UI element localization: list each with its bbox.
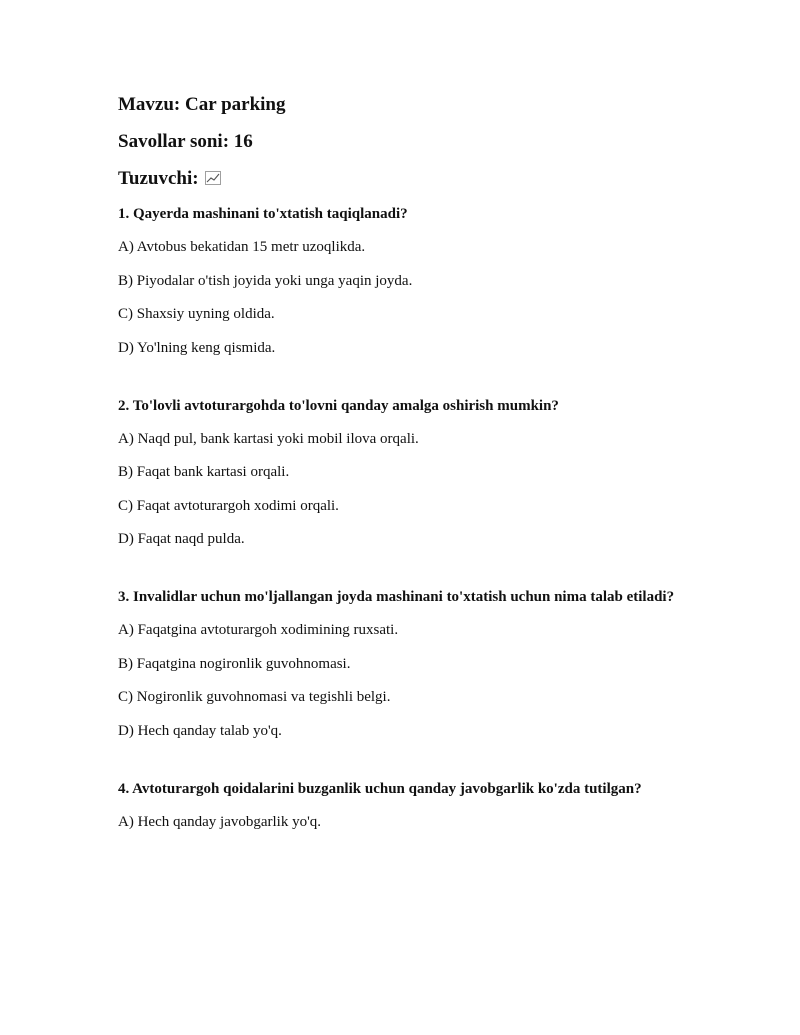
topic-label: Mavzu: <box>118 94 181 115</box>
option-b: B) Faqatgina nogironlik guvohnomasi. <box>118 655 351 672</box>
chart-increasing-icon <box>205 171 221 185</box>
document-page <box>118 92 678 844</box>
author-line <box>118 166 678 203</box>
question-title: 2. To'lovli avtoturargohda to'lovni qanday amalga oshirish mumkin? <box>118 397 559 414</box>
option-a: A) Faqatgina avtoturargoh xodimining ruxsati. <box>118 622 399 638</box>
option-b: B) Piyodalar o'tish joyida yoki unga yaqin joyda. <box>118 272 413 289</box>
question-1 <box>118 203 678 359</box>
question-title: 1. Qayerda mashinani to'xtatish taqiqlanadi? <box>118 206 408 222</box>
author-label: Tuzuvchi: <box>118 168 199 189</box>
question-3 <box>118 586 678 742</box>
topic-value: Car parking <box>185 94 286 115</box>
question-count-label: Savollar soni: <box>118 131 230 152</box>
option-b: B) Faqat bank kartasi orqali. <box>118 464 290 480</box>
option-a: A) Hech qanday javobgarlik yo'q. <box>118 813 322 830</box>
question-2 <box>118 395 678 551</box>
option-a: A) Naqd pul, bank kartasi yoki mobil ilova orqali. <box>118 430 419 447</box>
option-c: C) Nogironlik guvohnomasi va tegishli belgi. <box>118 689 391 705</box>
option-d: D) Hech qanday talab yo'q. <box>118 722 282 739</box>
question-4 <box>118 778 678 833</box>
question-title: 4. Avtoturargoh qoidalarini buzganlik uchun qanday javobgarlik ko'zda tutilgan? <box>118 780 642 797</box>
option-c: C) Shaxsiy uyning oldida. <box>118 306 275 322</box>
question-title: 3. Invalidlar uchun mo'ljallangan joyda mashinani to'xtatish uchun nima talab etiladi? <box>118 589 675 605</box>
question-count-value: 16 <box>233 131 253 152</box>
topic-line <box>118 92 678 129</box>
option-d: D) Yo'lning keng qismida. <box>118 339 276 356</box>
option-c: C) Faqat avtoturargoh xodimi orqali. <box>118 497 339 514</box>
option-d: D) Faqat naqd pulda. <box>118 531 245 547</box>
question-count-line <box>118 129 678 166</box>
option-a: A) Avtobus bekatidan 15 metr uzoqlikda. <box>118 239 366 255</box>
